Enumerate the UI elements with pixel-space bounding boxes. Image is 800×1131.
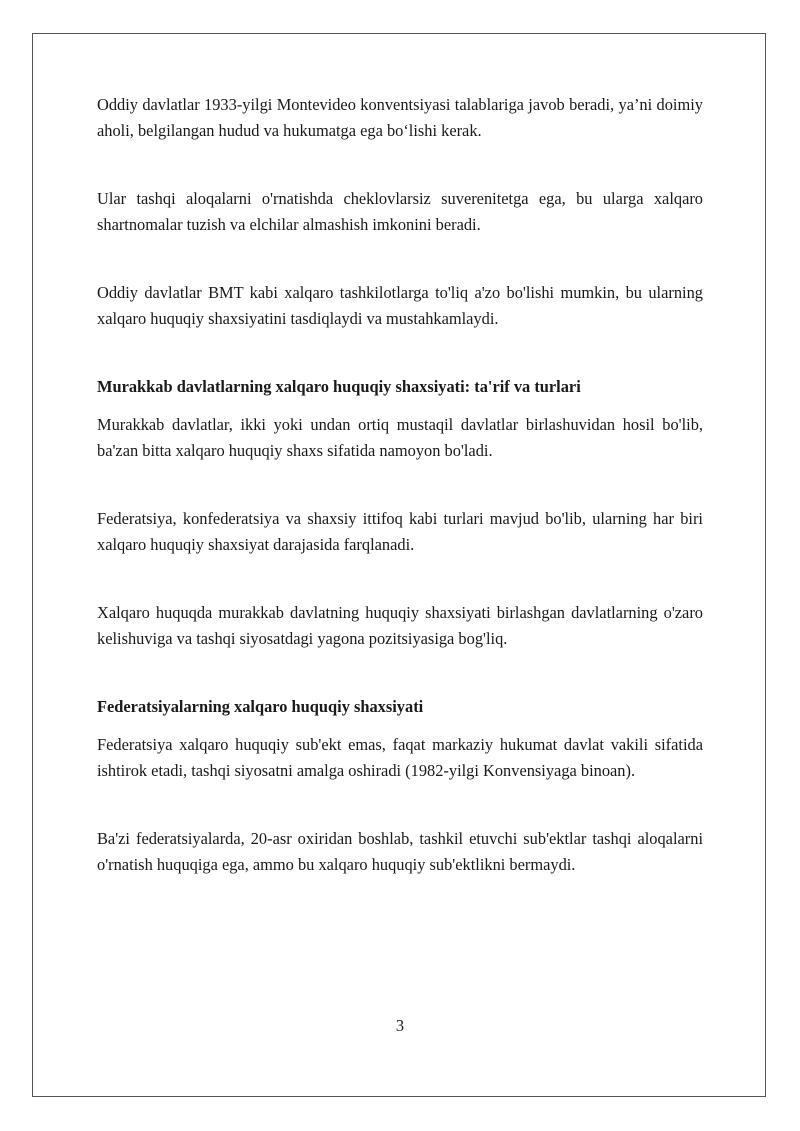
paragraph-montevideo: Oddiy davlatlar 1933-yilgi Montevideo konventsiyasi talablariga javob beradi, ya’ni doimiy aholi, belgilangan hudud va hukumatga ega bo‘lishi kerak. (97, 95, 703, 140)
paragraph-federation-not-subject: Federatsiya xalqaro huquqiy sub'ekt emas, faqat markaziy hukumat davlat vakili sifatida ishtirok etadi, tashqi siyosatni amalga oshiradi (1982-yilgi Konvensiyaga binoan). (97, 735, 703, 780)
paragraph-federation-subjects: Ba'zi federatsiyalarda, 20-asr oxiridan boshlab, tashkil etuvchi sub'ektlar tashqi aloqalarni o'rnatish huquqiga ega, ammo bu xalqaro huquqiy sub'ektlikni bermaydi. (97, 829, 703, 874)
section-heading-federations: Federatsiyalarning xalqaro huquqiy shaxsiyati (97, 697, 424, 716)
paragraph-external-relations: Ular tashqi aloqalarni o'rnatishda cheklovlarsiz suverenitetga ega, bu ularga xalqaro shartnomalar tuzish va elchilar almashish imkonini beradi. (97, 189, 703, 234)
paragraph-complex-states-types: Federatsiya, konfederatsiya va shaxsiy ittifoq kabi turlari mavjud bo'lib, ularning har biri xalqaro huquqiy shaxsiyat darajasida farqlanadi. (97, 509, 703, 554)
paragraph-complex-states-definition: Murakkab davlatlar, ikki yoki undan ortiq mustaqil davlatlar birlashuvidan hosil bo'lib, ba'zan bitta xalqaro huquqiy shaxs sifatida namoyon bo'ladi. (97, 415, 703, 460)
paragraph-complex-states-personality: Xalqaro huquqda murakkab davlatning huquqiy shaxsiyati birlashgan davlatlarning o'zaro kelishuviga va tashqi siyosatdagi yagona pozitsiyasiga bog'liq. (97, 603, 703, 648)
document-body (97, 92, 703, 878)
page-number: 3 (395, 1016, 405, 1035)
section-heading-complex-states: Murakkab davlatlarning xalqaro huquqiy shaxsiyati: ta'rif va turlari (97, 377, 581, 396)
paragraph-un-membership: Oddiy davlatlar BMT kabi xalqaro tashkilotlarga to'liq a'zo bo'lishi mumkin, bu ularning xalqaro huquqiy shaxsiyatini tasdiqlaydi va mustahkamlaydi. (97, 283, 703, 328)
